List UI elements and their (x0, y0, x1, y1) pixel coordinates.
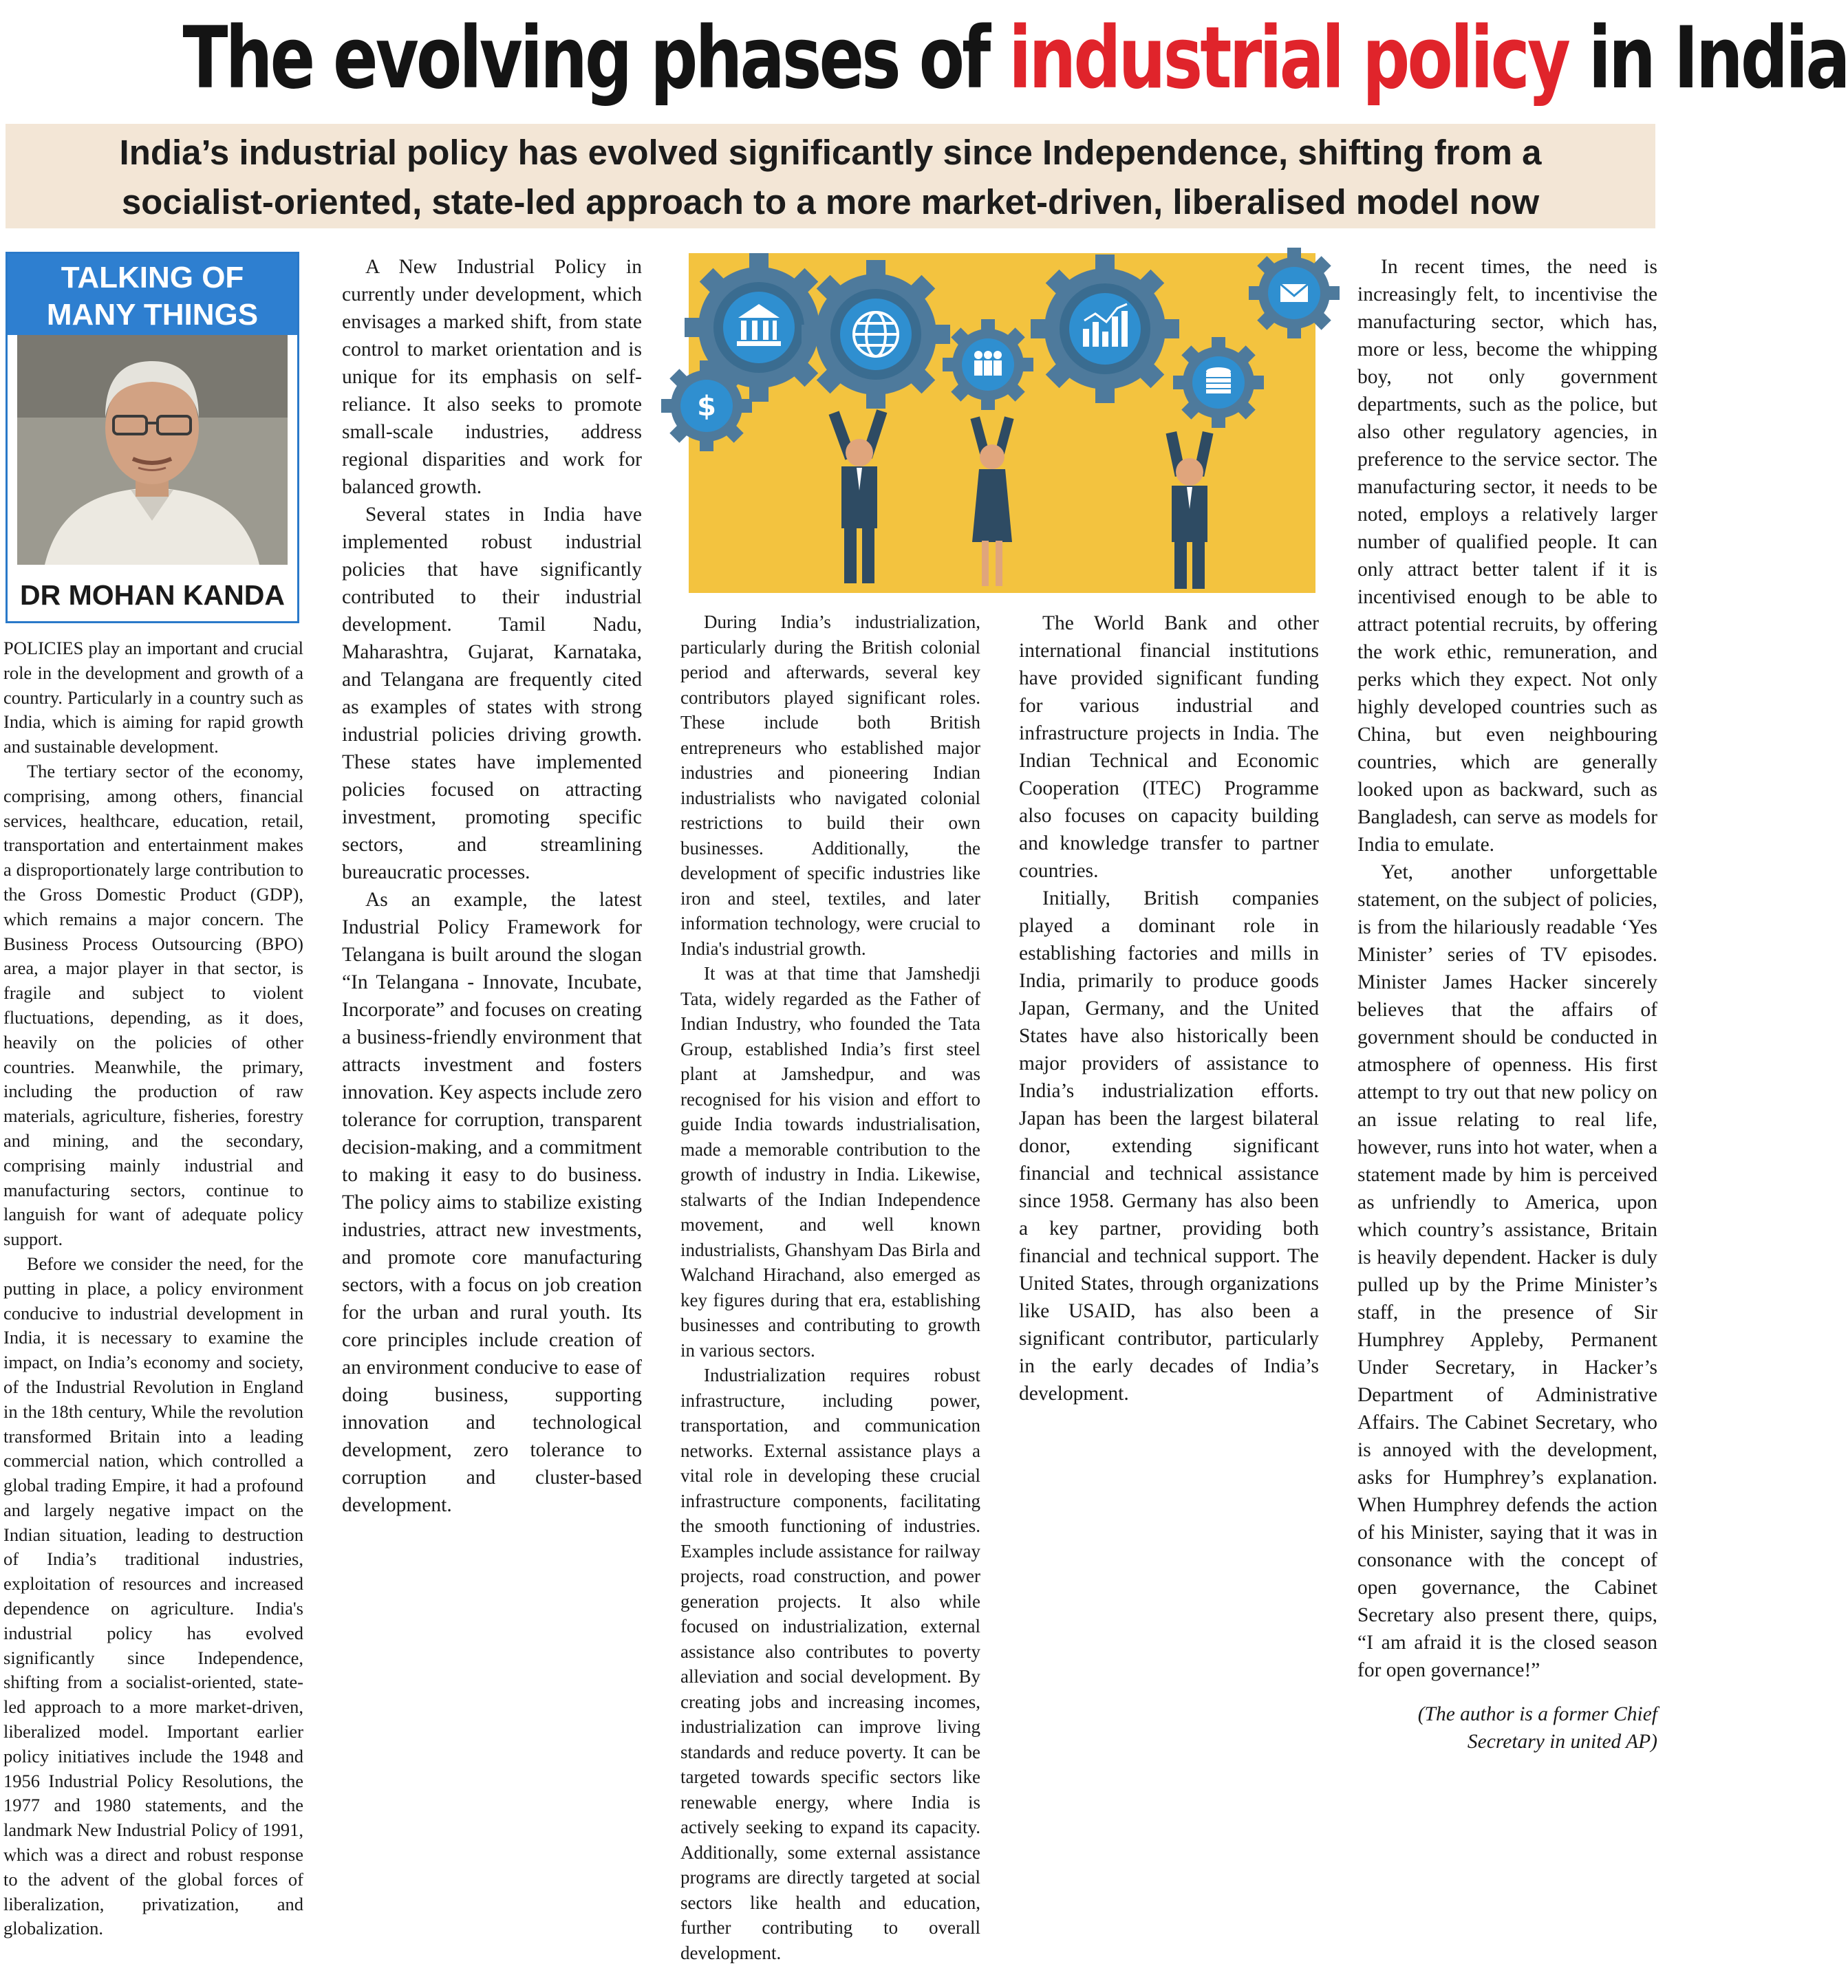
dollar-icon (697, 391, 716, 422)
author-photo (17, 335, 288, 565)
coins-icon (1206, 367, 1231, 393)
article-column-5 (1357, 253, 1657, 1755)
headline-part2: in India (1568, 9, 1848, 108)
author-portrait (17, 335, 288, 565)
article-paragraph: In recent times, the need is increasingly felt, to incentivise the manufacturing sector, which has, more or less, become the whipping boy, not only government departments, such as the police, but also other regulatory agencies, in preference to the service sector. The manufacturing sector, it needs to be noted, employs a relatively larger number of qualified people. It can only attract better talent if it is incentivised enough to be able to attract potential recruits, by offering the work ethic, remuneration, and perks which they expect. Not only highly developed countries such as China, but even neighbouring countries, which are generally looked upon as backward, such as Bangladesh, can serve as models for India to emulate. (1357, 256, 1657, 856)
article-paragraph: During India’s industrialization, particularly during the British colonial period and afterwards, several key contributors played significant roles. These include both British entrepreneurs who established major industries and pioneering Indian industrialists who navigated colonial restrictions to build their own businesses. Additionally, the development of specific industries like iron and steel, textiles, and later information technology, were crucial to India's industrial growth. (680, 612, 980, 959)
author-credit: (The author is a former Chief Secretary in united AP) (1417, 1703, 1657, 1753)
article-paragraph: POLICIES play an important and crucial role in the development and growth of a country. Particularly in a country such as India, which is aiming for rapid growth and sustainable development. (3, 638, 303, 757)
article-column-1 (3, 636, 303, 1941)
article-paragraph: Industrialization requires robust infrastructure, including power, transportation, and communication networks. External assistance plays a vital role in developing these crucial infrastructure components, facilitating the smooth functioning of industries. Examples include assistance for railway projects, road construction, and power generation projects. It also while focused on industrialization, external assistance also contributes to poverty alleviation and social development. By creating jobs and increasing incomes, industrialization can improve living standards and reduce poverty. It can be targeted towards specific sectors like renewable energy, where India is actively seeking to expand its capacity. Additionally, some external assistance programs are directly targeted at social sectors like health and education, further contributing to overall development. (680, 1365, 980, 1963)
headline (182, 0, 1848, 124)
headline-highlight: industrial policy (1009, 9, 1569, 108)
article-column-2 (342, 253, 642, 1519)
article-paragraph: As an example, the latest Industrial Policy Framework for Telangana is built around the slogan “In Telangana - Innovate, Incubate, Incorporate” and focuses on creating a business-friendly environment that attracts investment and fosters innovation. Key aspects include zero tolerance for corruption, transparent decision-making, and a commitment to making it easy to do business. The policy aims to stabilize existing industries, attract new investments, and promote core manufacturing sectors, with a focus on job creation for the urban and rural youth. Its core principles include creation of an environment conducive to ease of doing business, supporting innovation and technological development, zero tolerance to corruption and cluster-based development. (342, 889, 642, 1516)
article-paragraph-continued (3, 1252, 303, 1941)
column-title-line1: TALKING OF (61, 261, 244, 294)
article-paragraph: It was at that time that Jamshedji Tata, widely regarded as the Father of Indian Industry, who founded the Tata Group, established India’s first steel plant at Jamshedpur, and was recognised for his vision and effort to guide India towards industrialisation, made a memorable contribution to the growth of industry in India. Likewise, stalwarts of the Indian Independence movement, and well known industrialists, Ghanshyam Das Birla and Walchand Hirachand, also emerged as key figures during that era, establishing businesses and contributing to growth in various sectors. (680, 963, 980, 1361)
deck-line1: India’s industrial policy has evolved significantly since Independence, shifting from a (119, 133, 1542, 172)
gears-svg (689, 253, 1315, 593)
article-paragraph: Yet, another unforgettable statement, on the subject of policies, is from the hilariously readable ‘Yes Minister’ series of TV episodes. Minister James Hacker sincerely believes that the affairs of government should be conducted in atmosphere of openness. His first attempt to try out that new policy on an issue relating to real life, however, runs into hot water, when a statement made by him is perceived as unfriendly to America, upon which country’s assistance, Britain is heavily dependent. Hacker is duly pulled up by the Prime Minister’s staff, in the presence of Sir Humphrey Appleby, Permanent Under Secretary, in Hacker’s Department of Administrative Affairs. The Cabinet Secretary, who is annoyed with the development, asks for Humphrey’s explanation. When Humphrey defends the action of his Minister, saying that it was in consonance with the concept of open governance, the Cabinet Secretary also present there, quips, “I am afraid it is the closed season for open governance!” (1357, 861, 1657, 1681)
mail-icon (1280, 284, 1308, 302)
byline-box (6, 252, 299, 623)
article-paragraph-text: Before we consider the need, for the putting in place, a policy environment conducive to industrial development in India, it is necessary to examine the impact, on India’s economy and society, of the Industrial Revolution in England in the 18th century, While the revolution transformed Britain into a leading commercial nation, which controlled a global trading Empire, it had a profound and largely negative impact on the Indian situation, leading to destruction of India’s traditional industries, exploitation of resources and increased dependence on agriculture. India's industrial policy has evolved significantly since Independence, shifting from a socialist-oriented, state-led approach to a more market-driven, liberalized model. Important earlier policy initiatives include the 1948 and 1956 Industrial Policy Resolutions, the 1977 and 1980 statements, and the landmark New Industrial Policy of 1991, which was a direct and robust response to the advent of the global forces of liberalization, privatization, and globalization. (3, 1253, 303, 1939)
people-icon (974, 351, 1002, 376)
article-paragraph: Several states in India have implemented robust industrial policies that have significantly contributed to their industrial development. Tamil Nadu, Maharashtra, Gujarat, Karnataka, and Telangana are frequently cited as examples of states with strong industrial policies driving growth. These states have implemented policies focused on attracting investment, promoting specific sectors, and streamlining bureaucratic processes. (342, 504, 642, 883)
headline-part1: The evolving phases of (182, 9, 1009, 108)
article-paragraph: The tertiary sector of the economy, comprising, among others, financial services, healthcare, education, retail, transportation and entertainment makes a disproportionately large contribution to the Gross Domestic Product (GDP), which remains a major concern. The Business Process Outsourcing (BPO) area, a major player in that sector, is fragile and subject to violent fluctuations, depending, as it does, heavily on the policies of other countries. Meanwhile, the primary, including the production of raw materials, agriculture, fisheries, forestry and mining, and the secondary, comprising mainly industrial and manufacturing sectors, continue to languish for want of adequate policy support. (3, 760, 303, 1250)
author-name: DR MOHAN KANDA (20, 579, 285, 611)
deck (6, 124, 1655, 228)
article-paragraph: The World Bank and other international financial institutions have provided significant funding for various industrial and infrastructure projects in India. The Indian Technical and Economic Cooperation (ITEC) Programme also focuses on capacity building and knowledge transfer to partner countries. (1019, 612, 1319, 882)
deck-line2: socialist-oriented, state-led approach to a more market-driven, liberalised model now (121, 182, 1540, 222)
article-column-3 (680, 609, 980, 1965)
svg-text:$: $ (697, 391, 716, 422)
column-title-line2: MANY THINGS (46, 298, 259, 332)
gears-illustration (689, 253, 1315, 593)
business-figures (829, 409, 1214, 589)
article-paragraph: Initially, British companies played a dominant role in establishing factories and mills in India, primarily to produce goods Japan, Germany, and the United States have also historically been major providers of assistance to India’s industrialization efforts. Japan has been the largest bilateral donor, extending significant financial and technical assistance since 1958. Germany has also been a key partner, providing both financial and technical support. The United States, through organizations like USAID, has also been a significant contributor, particularly in the early decades of India’s development. (1019, 887, 1319, 1405)
column-title (8, 254, 297, 335)
article-column-4 (1019, 609, 1319, 1407)
article-paragraph: A New Industrial Policy in currently under development, which envisages a marked shift, from state control to market orientation and is unique for its emphasis on self-reliance. It also seeks to promote small-scale industries, address regional disparities and work for balanced growth. (342, 256, 642, 498)
